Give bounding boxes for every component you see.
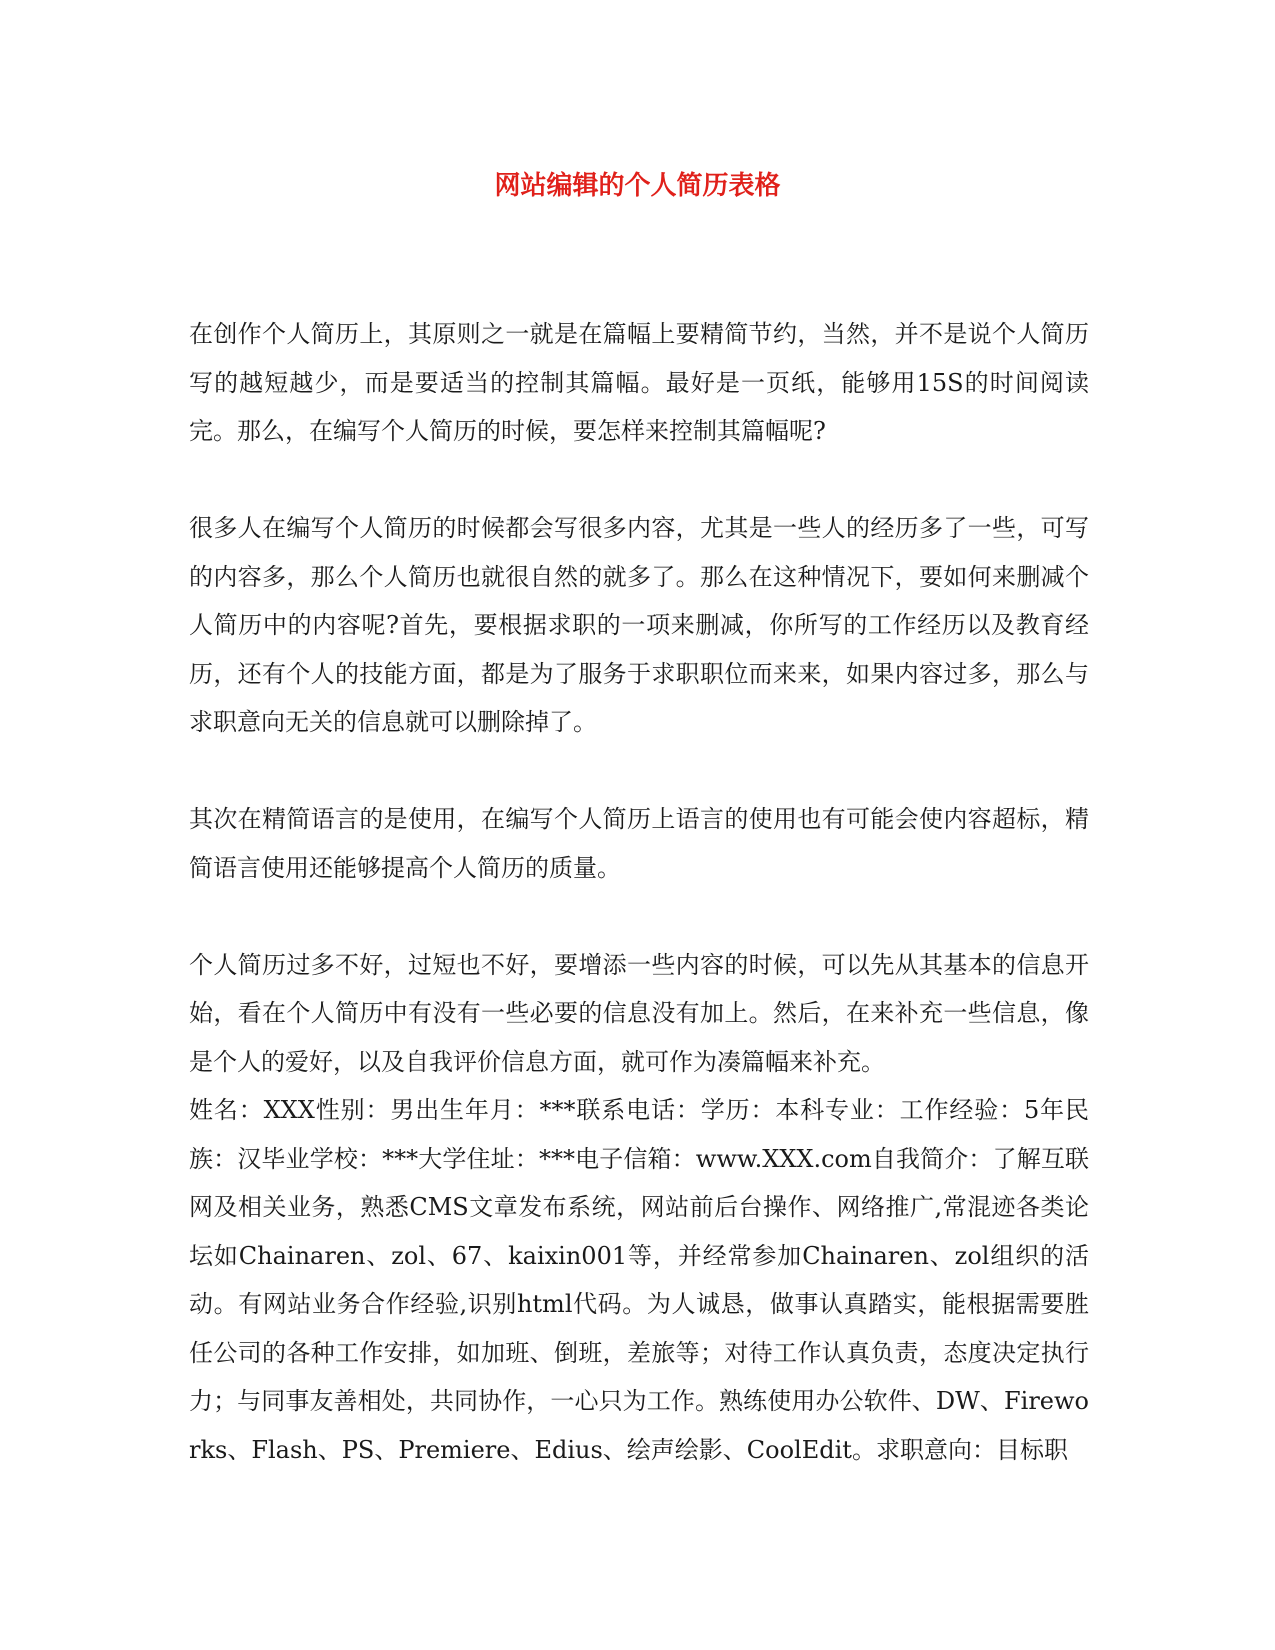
- paragraph-spacer: [189, 747, 1089, 796]
- paragraph-add-content: 个人简历过多不好，过短也不好，要增添一些内容的时候，可以先从其基本的信息开始，看在个人简历中有没有一些必要的信息没有加上。然后，在来补充一些信息，像是个人的爱好，以及自我评价信息方面，就可作为凑篇幅来补充。: [189, 950, 1089, 1076]
- document-title: 网站编辑的个人简历表格: [494, 171, 781, 201]
- paragraph-resume-length: 在创作个人简历上，其原则之一就是在篇幅上要精简节约，当然，并不是说个人简历写的越短越少，而是要适当的控制其篇幅。最好是一页纸，能够用15S的时间阅读完。那么，在编写个人简历的时候，要怎样来控制其篇幅呢?: [189, 320, 1089, 445]
- paragraph-spacer: [189, 892, 1089, 941]
- document-body: [189, 310, 1089, 1474]
- paragraph-spacer: [189, 456, 1089, 505]
- paragraph-resume-details: 姓名：XXX性别：男出生年月：***联系电话：学历：本科专业：工作经验：5年民族：汉毕业学校：***大学住址：***电子信箱：www.XXX.com自我简介：了解互联网及相关业务，熟悉CMS文章发布系统，网站前后台操作、网络推广,常混迹各类论坛如Chainaren、zol、67、kaixin001等，并经常参加Chainaren、zol组织的活动。有网站业务合作经验,识别html代码。为人诚恳，做事认真踏实，能根据需要胜任公司的各种工作安排，如加班、倒班，差旅等；对待工作认真负责，态度决定执行力；与同事友善相处，共同协作，一心只为工作。熟练使用办公软件、DW、Fireworks、Flash、PS、Premiere、Edius、绘声绘影、CoolEdit。求职意向：目标职: [189, 1096, 1089, 1464]
- paragraph-concise-language: 其次在精简语言的是使用，在编写个人简历上语言的使用也有可能会使内容超标，精简语言使用还能够提高个人简历的质量。: [189, 805, 1089, 882]
- paragraph-trim-content: 很多人在编写个人简历的时候都会写很多内容，尤其是一些人的经历多了一些，可写的内容多，那么个人简历也就很自然的就多了。那么在这种情况下，要如何来删减个人简历中的内容呢?首先，要根据求职的一项来删减，你所写的工作经历以及教育经历，还有个人的技能方面，都是为了服务于求职职位而来来，如果内容过多，那么与求职意向无关的信息就可以删除掉了。: [189, 514, 1089, 736]
